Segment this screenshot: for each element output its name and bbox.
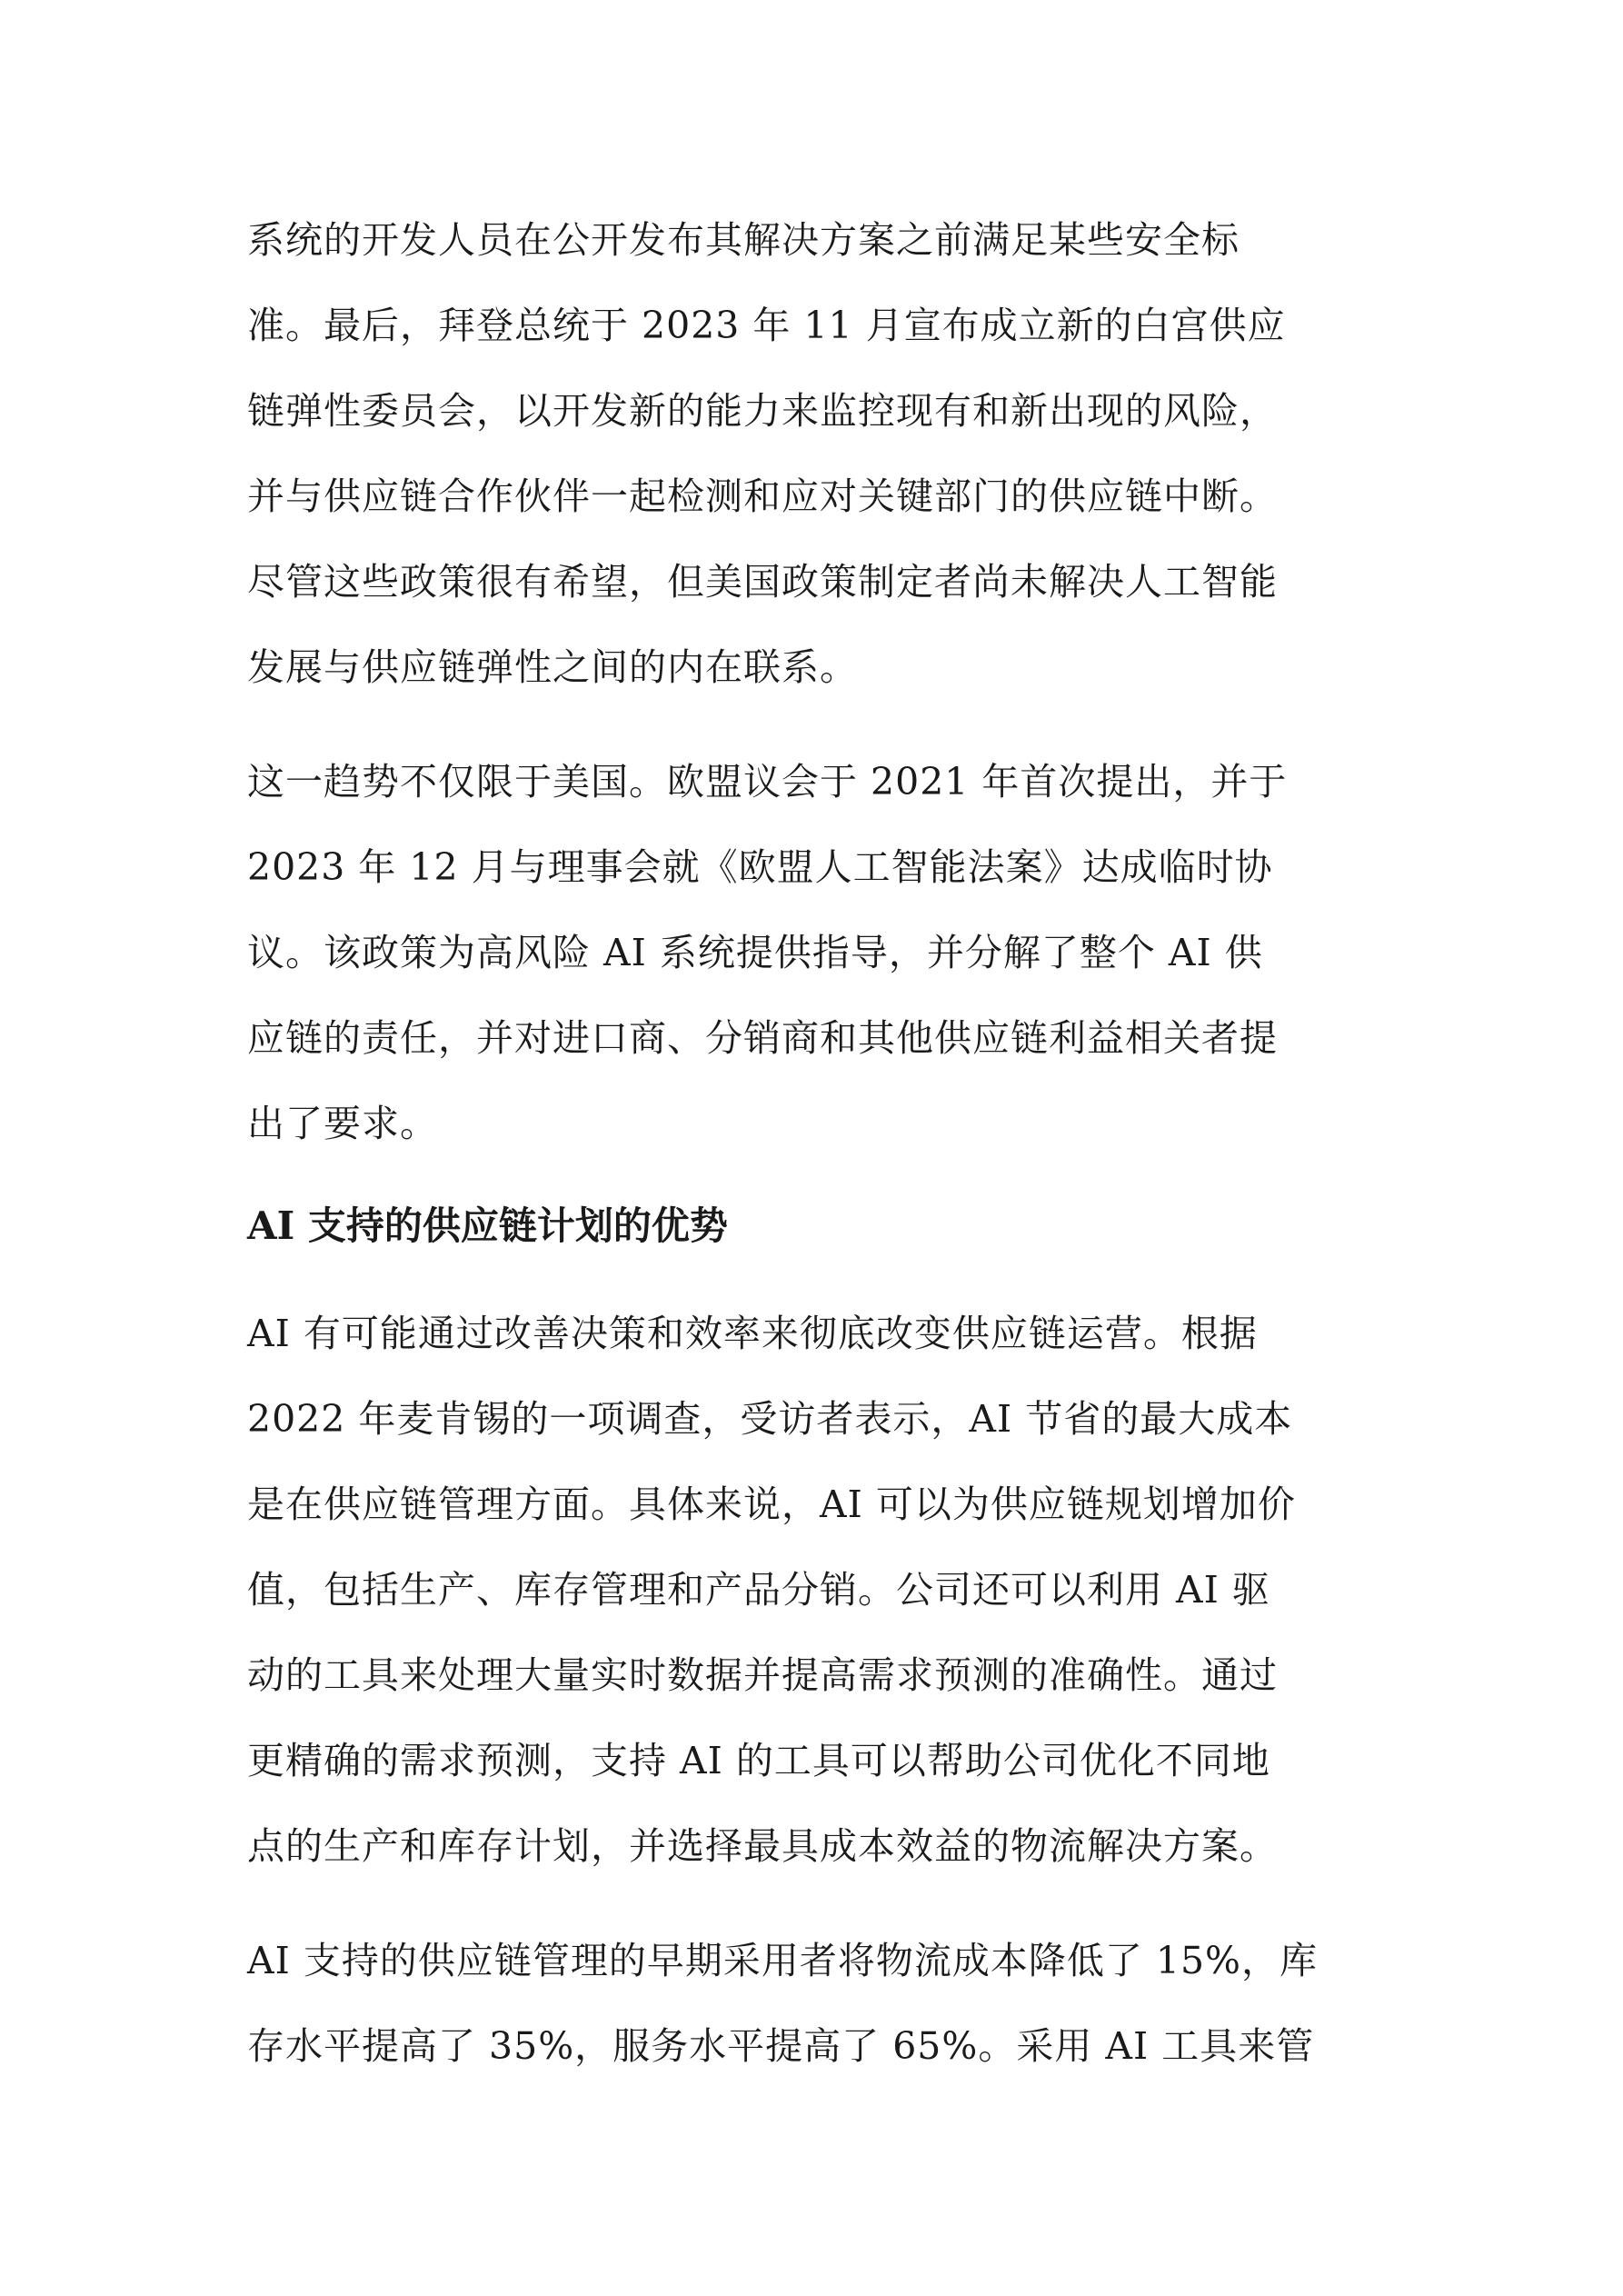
text-line: 准。最后，拜登总统于 2023 年 11 月宣布成立新的白宫供应 <box>247 304 1286 347</box>
text-line: 动的工具来处理大量实时数据并提高需求预测的准确性。通过 <box>247 1653 1278 1697</box>
text-line: 2022 年麦肯锡的一项调查，受访者表示，AI 节省的最大成本 <box>247 1397 1293 1441</box>
section-heading-block <box>247 1183 1374 1269</box>
text-line: 议。该政策为高风险 AI 系统提供指导，并分解了整个 AI 供 <box>247 931 1263 974</box>
text-line: 存水平提高了 35%，服务水平提高了 65%。采用 AI 工具来管 <box>247 2024 1315 2068</box>
text-line: 2023 年 12 月与理事会就《欧盟人工智能法案》达成临时协 <box>247 845 1273 889</box>
paragraph-3 <box>247 1291 1374 1889</box>
text-line: 值，包括生产、库存管理和产品分销。公司还可以利用 AI 驱 <box>247 1568 1270 1612</box>
text-line: 并与供应链合作伙伴一起检测和应对关键部门的供应链中断。 <box>247 474 1278 518</box>
text-line: 是在供应链管理方面。具体来说，AI 可以为供应链规划增加价 <box>247 1482 1296 1526</box>
section-heading: AI 支持的供应链计划的优势 <box>247 1203 728 1248</box>
text-line: 出了要求。 <box>247 1102 438 1145</box>
text-line: 系统的开发人员在公开发布其解决方案之前满足某些安全标 <box>247 218 1240 262</box>
text-line: 更精确的需求预测，支持 AI 的工具可以帮助公司优化不同地 <box>247 1739 1270 1782</box>
text-line: 应链的责任，并对进口商、分销商和其他供应链利益相关者提 <box>247 1016 1278 1060</box>
paragraph-1 <box>247 197 1374 710</box>
text-line: 尽管这些政策很有希望，但美国政策制定者尚未解决人工智能 <box>247 560 1278 604</box>
paragraph-2 <box>247 739 1374 1166</box>
text-line: 发展与供应链弹性之间的内在联系。 <box>247 645 858 689</box>
text-line: 这一趋势不仅限于美国。欧盟议会于 2021 年首次提出，并于 <box>247 760 1288 804</box>
text-line: 链弹性委员会，以开发新的能力来监控现有和新出现的风险， <box>247 389 1278 433</box>
text-line: 点的生产和库存计划，并选择最具成本效益的物流解决方案。 <box>247 1824 1278 1868</box>
paragraph-4 <box>247 1918 1374 2089</box>
text-line: AI 支持的供应链管理的早期采用者将物流成本降低了 15%，库 <box>247 1939 1318 1982</box>
text-line: AI 有可能通过改善决策和效率来彻底改变供应链运营。根据 <box>247 1312 1258 1355</box>
